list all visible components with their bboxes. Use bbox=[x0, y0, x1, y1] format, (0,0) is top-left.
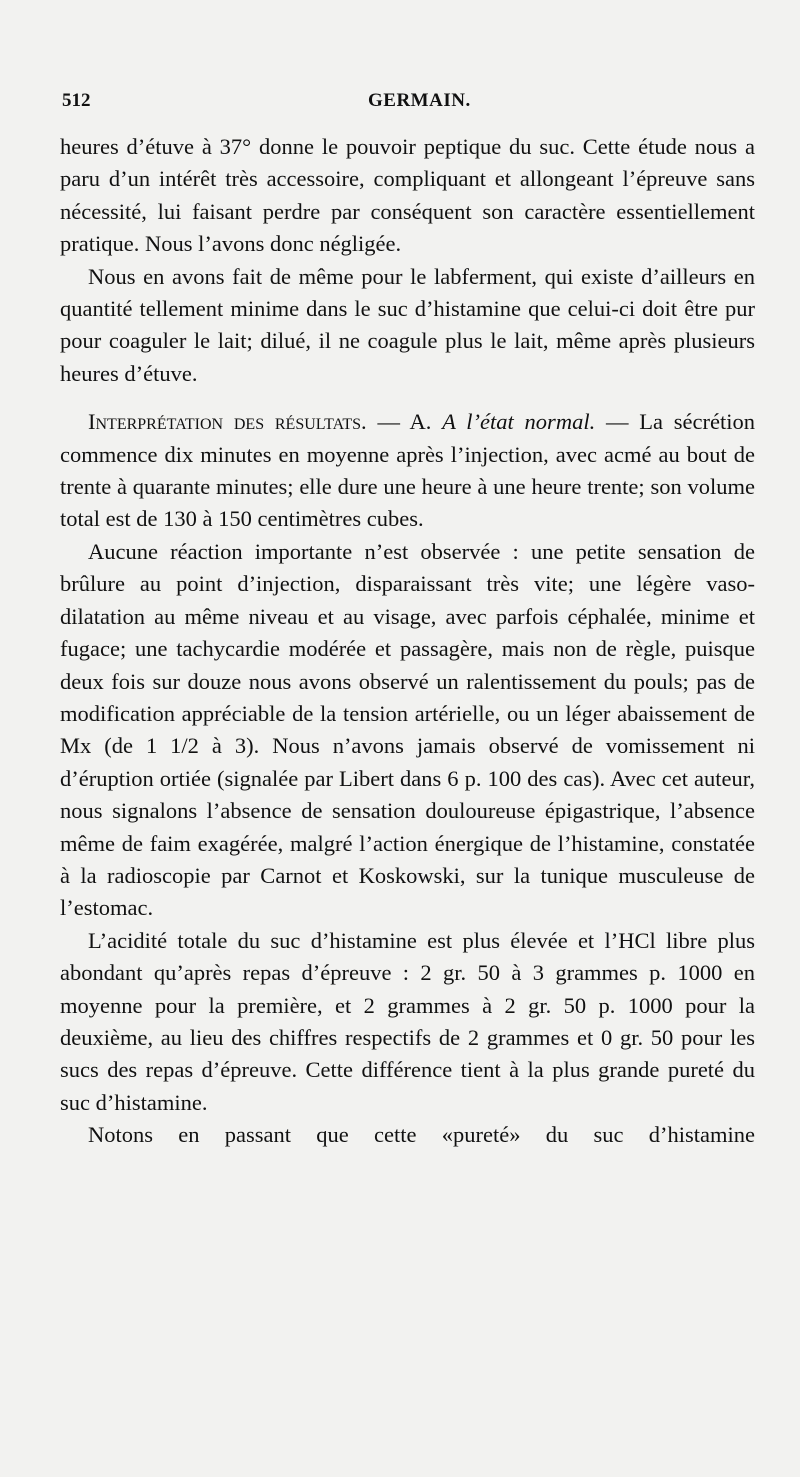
section-heading: Interprétation des résultats. bbox=[88, 409, 367, 435]
paragraph-6: Notons en passant que cette «pureté» du suc d’histamine bbox=[88, 1122, 755, 1148]
paragraph-2: Nous en avons fait de même pour le labferment, qui existe d’ailleurs en quantité tellement minime dans le suc d’histamine que celui-ci doit être pur pour coaguler le lait; dilué, il ne coagule plus le lait, même après plusieurs heures d’étuve. bbox=[60, 263, 755, 386]
page-header bbox=[62, 90, 762, 118]
section-subheading: A l’état normal. bbox=[442, 409, 596, 435]
paragraph-4: Aucune réaction importante n’est observée : une petite sensation de brûlure au point d’injection, disparaissant très vite; une légère vaso-dilatation au même niveau et au visage, avec parfois céphalée, minime et fugace; une tachycardie modérée et passagère, mais non de règle, puisque deux fois sur douze nous avons observé un ralentissement du pouls; pas de modification appréciable de la tension artérielle, ou un léger abaissement de Mx (de 1 1/2 à 3). Nous n’avons jamais observé de vomissement ni d’éruption ortiée (signalée par Libert dans 6 p. 100 des cas). Avec cet auteur, nous signalons l’absence de sensation douloureuse épigastrique, l’absence même de faim exagérée, malgré l’action énergique de l’histamine, constatée à la radioscopie par Carnot et Koskowski, sur la tunique musculeuse de l’estomac. bbox=[60, 538, 755, 921]
body-text bbox=[60, 131, 755, 1152]
paragraph-3 bbox=[60, 406, 755, 536]
running-title: GERMAIN. bbox=[368, 90, 471, 111]
paragraph-1: heures d’étuve à 37° donne le pouvoir peptique du suc. Cette étude nous a paru d’un intérêt très accessoire, compliquant et allongeant l’épreuve sans nécessité, lui faisant perdre par conséquent son caractère essentiellement pratique. Nous l’avons donc négligée. bbox=[60, 134, 755, 257]
page-number: 512 bbox=[62, 90, 91, 111]
paragraph-5: L’acidité totale du suc d’histamine est plus élevée et l’HCl libre plus abondant qu’après repas d’épreuve : 2 gr. 50 à 3 grammes p. 1000 en moyenne pour la première, et 2 grammes à 2 gr. 50 p. 1000 pour la deuxième, au lieu des chiffres respectifs de 2 grammes et 0 gr. 50 pour les sucs des repas d’épreuve. Cette différence tient à la plus grande pureté du suc d’histamine. bbox=[60, 927, 755, 1115]
paragraph-3-text: La sécrétion commence dix minutes en moyenne après l’injection, avec acmé au bout de trente à quarante minutes; elle dure une heure à une heure trente; son volume total est de 130 à 150 centimètres cubes. bbox=[60, 409, 756, 532]
section-dash-b: — bbox=[595, 409, 640, 435]
section-dash-a: — A. bbox=[366, 409, 443, 435]
